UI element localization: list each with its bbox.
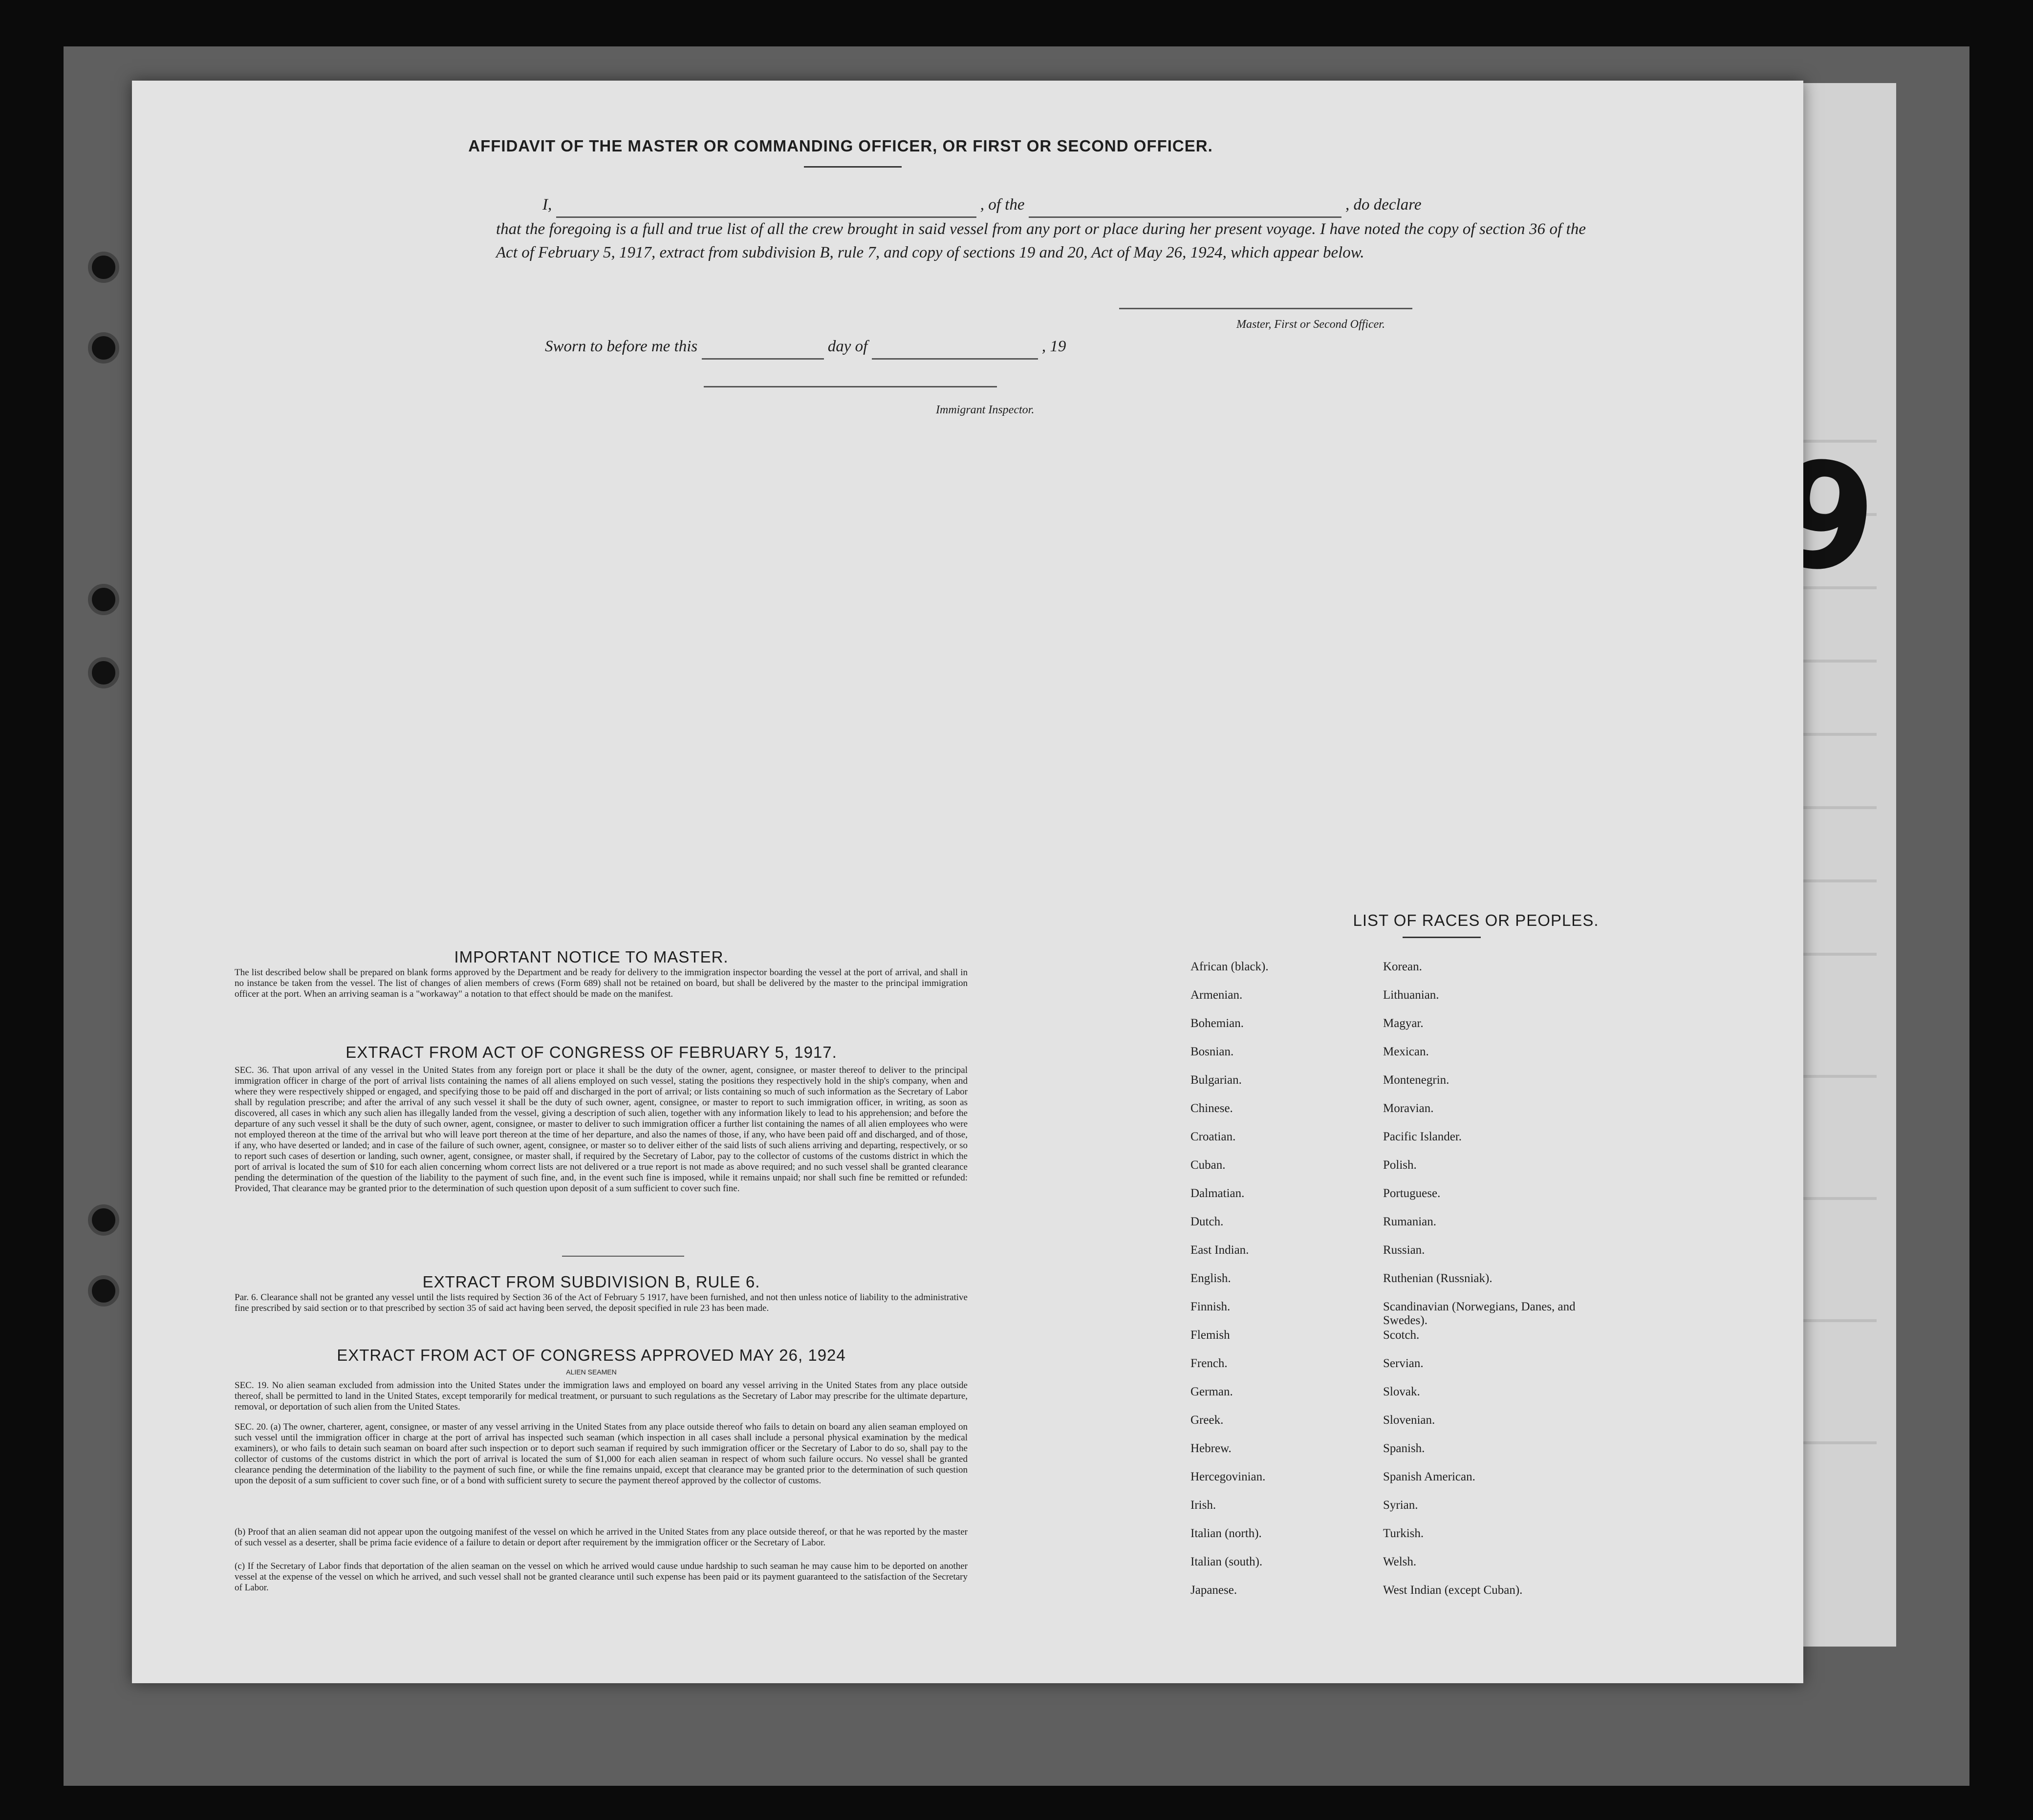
race-item: Servian. xyxy=(1383,1357,1424,1370)
race-item: Croatian. xyxy=(1190,1130,1236,1143)
races-right-column xyxy=(1383,960,1588,1612)
extract-1924-heading: EXTRACT FROM ACT OF CONGRESS APPROVED MAY 26, 1924 xyxy=(337,1346,846,1364)
binder-hole-icon xyxy=(88,1275,119,1306)
race-item: Slovak. xyxy=(1383,1385,1420,1398)
race-item: Bohemian. xyxy=(1190,1017,1244,1030)
month-blank xyxy=(872,335,1038,360)
affidavit-heading: AFFIDAVIT OF THE MASTER OR COMMANDING OFFICER, OR FIRST OR SECOND OFFICER. xyxy=(468,137,1213,155)
race-item: Mexican. xyxy=(1383,1045,1429,1058)
race-item: Pacific Islander. xyxy=(1383,1130,1462,1143)
race-item: French. xyxy=(1190,1357,1228,1370)
race-item: Greek. xyxy=(1190,1413,1224,1427)
race-item: Bulgarian. xyxy=(1190,1073,1242,1087)
race-item: Slovenian. xyxy=(1383,1413,1435,1427)
race-item: Chinese. xyxy=(1190,1102,1233,1115)
race-item: Armenian. xyxy=(1190,988,1243,1002)
races-heading-rule xyxy=(1403,937,1481,938)
signature-caption: Master, First or Second Officer. xyxy=(1236,318,1385,331)
race-item: Dutch. xyxy=(1190,1215,1224,1228)
affidavit-page xyxy=(132,81,1803,1683)
inspector-signature-line xyxy=(704,386,997,387)
race-item: Hebrew. xyxy=(1190,1442,1232,1455)
sec20a-text: SEC. 20. (a) The owner, charterer, agent, consignee, or master of any vessel arriving in the United States from any place outside thereof who fails to detain on board any alien seaman employed on such vessel until the immigration officer in charge at the port of arrival has inspected such seaman (which inspection in all cases shall include a personal physical examination by the medical examiners), or who fails to detain such seaman on board after such inspection or to deport such seaman if required by such immigration officer or the Secretary of Labor to do so, shall pay to the collector of customs of the customs district in which the port of arrival is located the sum of $1,000 for each alien seaman in respect of whom such failure occurs. No vessel shall be granted clearance pending the determination of the liability to the payment of such fine, or while the fine remains unpaid, except that clearance may be granted prior to the determination of such question upon the deposit of a sum sufficient to cover such fine, or of a bond with sufficient surety to secure the payment thereof approved by the collector of customs. xyxy=(235,1422,968,1486)
vessel-blank xyxy=(1029,193,1341,218)
race-item: Hercegovinian. xyxy=(1190,1470,1266,1483)
race-item: Korean. xyxy=(1383,960,1422,973)
subdivision-heading: EXTRACT FROM SUBDIVISION B, RULE 6. xyxy=(422,1273,760,1291)
race-item: Moravian. xyxy=(1383,1102,1434,1115)
binder-hole-icon xyxy=(88,252,119,283)
heading-rule xyxy=(804,166,902,168)
race-item: Bosnian. xyxy=(1190,1045,1234,1058)
binder-hole-icon xyxy=(88,1204,119,1236)
sworn-line: Sworn to before me this day of , 19 xyxy=(545,335,1278,360)
race-item: Turkish. xyxy=(1383,1527,1424,1540)
race-item: Lithuanian. xyxy=(1383,988,1439,1002)
race-item: Finnish. xyxy=(1190,1300,1231,1313)
races-heading: LIST OF RACES OR PEOPLES. xyxy=(1353,911,1599,929)
name-blank xyxy=(556,193,976,218)
subdivision-text: Par. 6. Clearance shall not be granted any vessel until the lists required by Section 36 of the Act of February 5 1917, have been furnished, and not then unless notice of liability to the administrative fine prescribed by said section or to that prescribed by section 35 of said act having been served, the deposit specified in rule 23 has been made. xyxy=(235,1292,968,1313)
signature-line xyxy=(1119,308,1412,309)
race-item: Spanish. xyxy=(1383,1442,1425,1455)
race-item: Spanish American. xyxy=(1383,1470,1475,1483)
sec20c-text: (c) If the Secretary of Labor finds that deportation of the alien seaman on the vessel on which he arrived would cause undue hardship to such seaman he may cause him to be deported on another vessel at the expense of the vessel on which he arrived, and such vessel shall not be granted clearance until such expense has been paid or its payment guaranteed to the satisfaction of the Secretary of Labor. xyxy=(235,1561,968,1593)
sec19-text: SEC. 19. No alien seaman excluded from admission into the United States under the immigration laws and employed on board any vessel arriving in the United States from any place outside thereof, shall be permitted to land in the United States, except temporarily for medical treatment, or pursuant to such regulations as the Secretary of Labor may prescribe for the ultimate departure, removal, or deportation of such alien from the United States. xyxy=(235,1380,968,1412)
race-item: East Indian. xyxy=(1190,1243,1249,1257)
binder-hole-icon xyxy=(88,657,119,688)
race-item: Scandinavian (Norwegians, Danes, and Swedes). xyxy=(1383,1300,1576,1327)
race-item: Magyar. xyxy=(1383,1017,1424,1030)
race-item: Flemish xyxy=(1190,1328,1230,1342)
extract-1917-heading: EXTRACT FROM ACT OF CONGRESS OF FEBRUARY 5, 1917. xyxy=(346,1043,837,1061)
race-item: Polish. xyxy=(1383,1158,1417,1172)
race-item: Russian. xyxy=(1383,1243,1425,1257)
races-left-column xyxy=(1190,960,1362,1612)
race-item: Japanese. xyxy=(1190,1584,1237,1597)
race-item: Welsh. xyxy=(1383,1555,1417,1568)
notice-heading: IMPORTANT NOTICE TO MASTER. xyxy=(454,948,729,966)
race-item: Montenegrin. xyxy=(1383,1073,1449,1087)
sec20b-text: (b) Proof that an alien seaman did not appear upon the outgoing manifest of the vessel on which he arrived in the United States from any place outside thereof, or that he was reported by the master of such vessel as a deserter, shall be prima facie evidence of a failure to detain or deport after requirement by the immigration officer or the Secretary of Labor. xyxy=(235,1527,968,1548)
declaration-paragraph: that the foregoing is a full and true list of all the crew brought in said vessel from any port or place during her present voyage. I have noted the copy of section 36 of the Act of February 5, 1917, extract from subdivision B, rule 7, and copy of sections 19 and 20, Act of May 26, 1924, which appear below. xyxy=(496,220,1586,261)
race-item: Portuguese. xyxy=(1383,1187,1441,1200)
race-item: Italian (south). xyxy=(1190,1555,1263,1568)
race-item: Ruthenian (Russniak). xyxy=(1383,1272,1492,1285)
section-divider xyxy=(562,1256,684,1257)
binder-hole-icon xyxy=(88,332,119,364)
race-item: Dalmatian. xyxy=(1190,1187,1245,1200)
race-item: Rumanian. xyxy=(1383,1215,1437,1228)
race-item: Irish. xyxy=(1190,1499,1216,1512)
race-item: English. xyxy=(1190,1272,1231,1285)
extract-1917-text: SEC. 36. That upon arrival of any vessel in the United States from any foreign port or place it shall be the duty of the owner, agent, consignee, or master thereof to deliver to the principal immigration officer in charge of the port of arrival lists containing the names of all aliens employed on such vessel, stating the positions they respectively hold in the ship's company, when and where they were respectively shipped or engaged, and specifying those to be paid off and discharged in the port of arrival; or lists containing so much of such information as the Secretary of Labor shall by regulation prescribe; and after the arrival of any such vessel it shall be the duty of such owner, agent, consignee, or master to report to such immigration officer, in writing, as soon as discovered, all cases in which any such alien has illegally landed from the vessel, giving a description of such alien, together with any information likely to lead to his apprehension; and before the departure of any such vessel it shall be the duty of such owner, agent, consignee, or master to deliver to such immigration officer a further list containing the names of all alien employees who were not employed thereon at the time of the arrival but who will leave port thereon at the time of her departure, and also the names of those, if any, who have been paid off and discharged, and of those, if any, who have deserted or landed; and in case of the failure of such owner, agent, consignee, or master so to deliver either of the said lists of such aliens arriving and departing, respectively, or so to report such cases of desertion or landing, such owner, agent, consignee, or master shall, if required by the Secretary of Labor, pay to the collector of customs of the customs district in which the port of arrival is located the sum of $10 for each alien concerning whom correct lists are not delivered or a true report is not made as above required; and no such vessel shall be granted clearance pending the determination of the question of the liability to the payment of such fine, and, in the event such fine is imposed, while it remains unpaid; nor shall such fine be remitted or refunded: Provided, That clearance may be granted prior to the determination of such question upon deposit of a sum sufficient to cover such fine. xyxy=(235,1065,968,1194)
race-item: Cuban. xyxy=(1190,1158,1226,1172)
binder-hole-icon xyxy=(88,584,119,615)
inspector-caption: Immigrant Inspector. xyxy=(936,404,1035,416)
race-item: German. xyxy=(1190,1385,1233,1398)
race-item: West Indian (except Cuban). xyxy=(1383,1584,1523,1597)
notice-text: The list described below shall be prepared on blank forms approved by the Department and be ready for delivery to the immigration inspector boarding the vessel at the port of arrival, and shall in no instance be taken from the vessel. The list of changes of alien members of crews (Form 689) shall not be retained on board, but shall be delivered by the master to the principal immigration officer at the port. When an arriving seaman is a "workaway" a notation to that effect should be made on the manifest. xyxy=(235,967,968,999)
day-blank xyxy=(702,335,824,360)
alien-seamen-subheading: ALIEN SEAMEN xyxy=(566,1368,617,1376)
race-item: Italian (north). xyxy=(1190,1527,1262,1540)
race-item: African (black). xyxy=(1190,960,1269,973)
declaration-line: I, , of the , do declare xyxy=(542,193,1583,218)
race-item: Scotch. xyxy=(1383,1328,1420,1342)
race-item: Syrian. xyxy=(1383,1499,1418,1512)
